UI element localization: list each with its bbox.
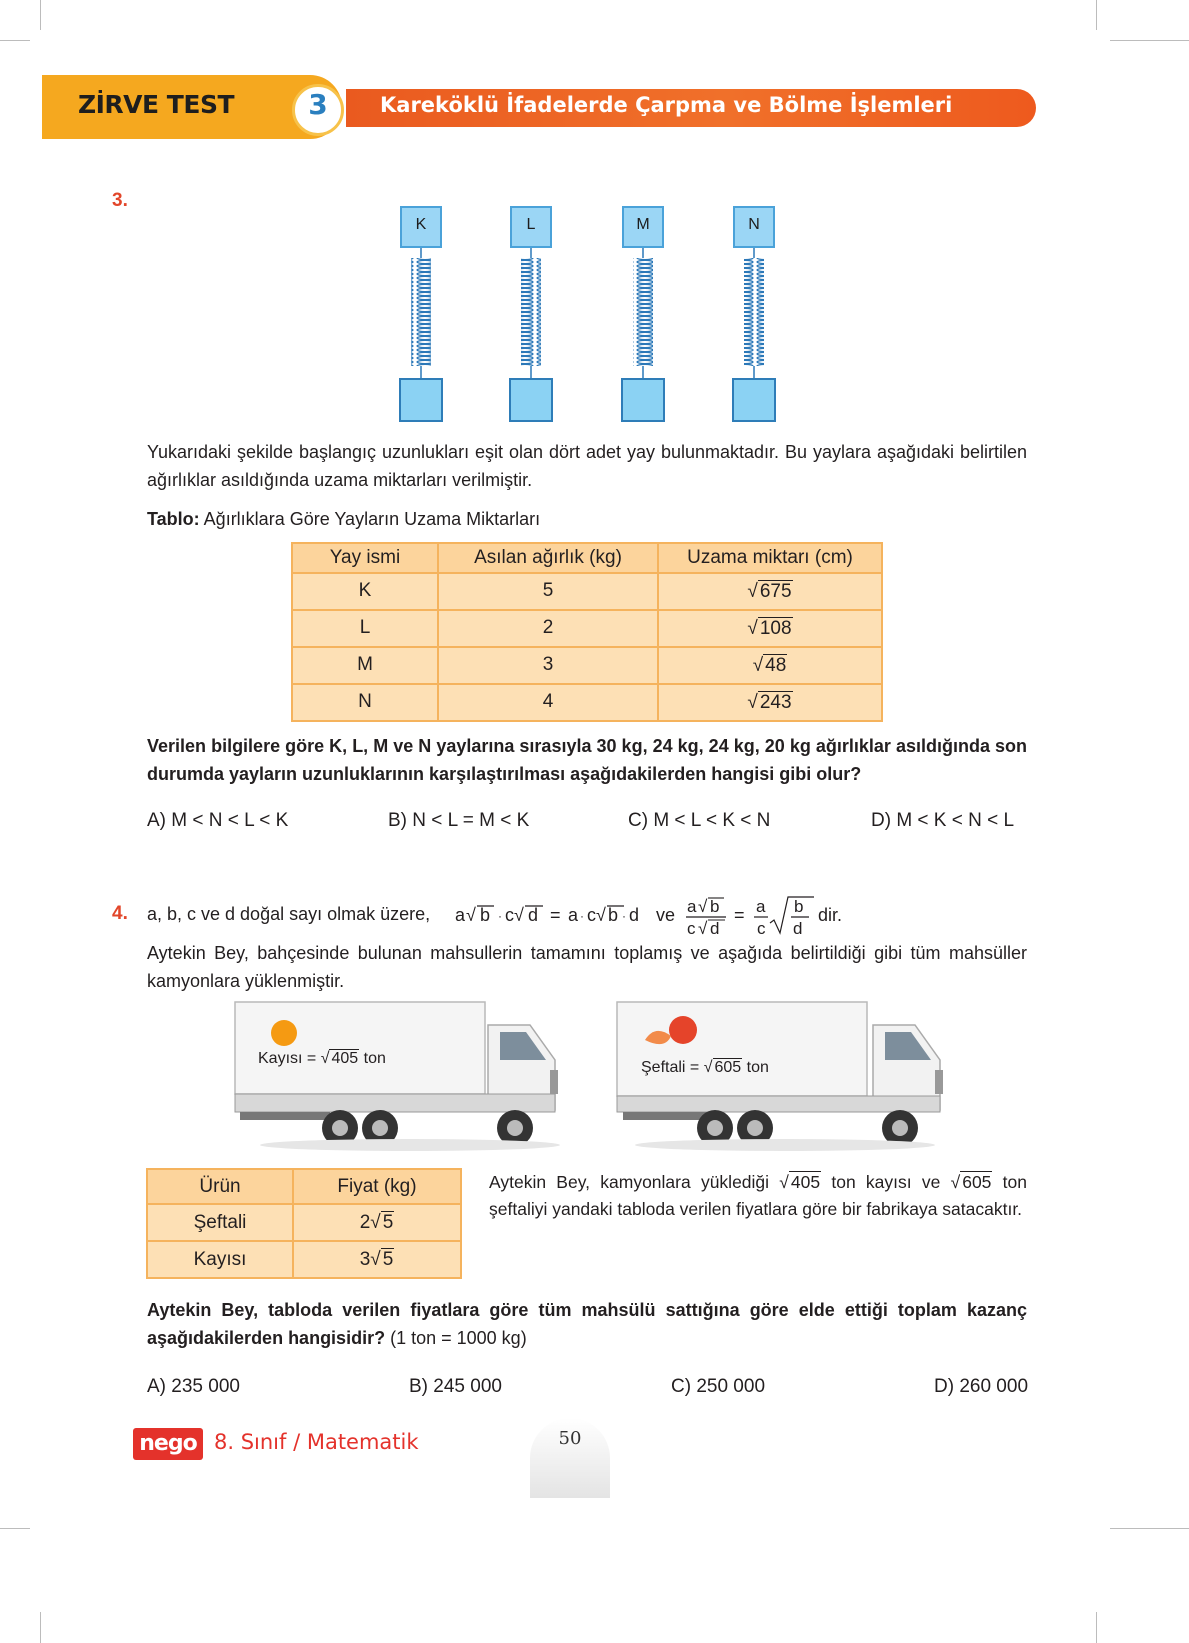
formula-suffix: dir. xyxy=(818,905,843,925)
price-coefficient: 3 xyxy=(359,1248,371,1270)
header-subtitle: Kareköklü İfadelerde Çarpma ve Bölme İşlemleri xyxy=(380,93,953,117)
q4-option-c[interactable]: C) 250 000 xyxy=(671,1376,766,1397)
header-badge: ZİRVE TEST xyxy=(78,90,234,119)
spring-weight-k xyxy=(399,378,443,422)
spring-label-n: N xyxy=(733,206,775,248)
radicand: 675 xyxy=(759,580,792,602)
svg-text:√: √ xyxy=(698,897,708,916)
radicand: 48 xyxy=(765,654,787,676)
spring-label-k: K xyxy=(400,206,442,248)
table-cell-extension xyxy=(658,610,882,647)
sqrt-expression: √ 605 xyxy=(950,1172,992,1192)
q3-option-c[interactable]: C) M < L < K < N xyxy=(628,810,771,831)
table-cell-product: Şeftali xyxy=(147,1204,293,1241)
formula xyxy=(450,893,850,937)
page-number: 50 xyxy=(558,1428,582,1449)
radicand: 243 xyxy=(759,691,792,713)
svg-text:·: · xyxy=(622,909,626,923)
truck2-label xyxy=(641,1059,769,1077)
apricot-icon xyxy=(271,1020,297,1046)
svg-text:√: √ xyxy=(466,905,476,925)
sqrt-expression: √ 243 xyxy=(747,691,792,713)
svg-text:a: a xyxy=(568,905,579,925)
table-header-row xyxy=(147,1169,461,1204)
sqrt-expression: √ 5 xyxy=(370,1248,394,1270)
table-cell-name: K xyxy=(292,573,438,610)
side-text: şeftaliyi yandaki tabloda verilen fiyatlara göre bir fabrikaya satacaktır. xyxy=(489,1199,1023,1219)
q4-side-text xyxy=(489,1169,1027,1223)
svg-text:=: = xyxy=(550,905,561,925)
svg-text:b: b xyxy=(794,897,804,916)
svg-text:d: d xyxy=(793,919,803,937)
svg-text:a: a xyxy=(756,897,766,916)
table-header: Yay ismi xyxy=(292,543,438,573)
table-cell-product: Kayısı xyxy=(147,1241,293,1278)
sqrt-expression: √ 108 xyxy=(747,617,792,639)
truck2-unit: ton xyxy=(746,1059,769,1076)
price-coefficient: 2 xyxy=(359,1211,371,1233)
q3-question: Verilen bilgilere göre K, L, M ve N yaylarına sırasıyla 30 kg, 24 kg, 24 kg, 20 kg ağırlıklar asıldığında son durumda yayların uzunluklarının karşılaştırılması aşağıdakilerden hangisi gibi olur? xyxy=(147,736,1027,784)
radicand: 605 xyxy=(714,1059,742,1076)
publisher-logo-text: nego xyxy=(139,1431,197,1456)
table-header: Uzama miktarı (cm) xyxy=(658,543,882,573)
table-row xyxy=(147,1204,461,1241)
table-row xyxy=(292,610,882,647)
q4-question-note: (1 ton = 1000 kg) xyxy=(390,1328,527,1348)
table-caption-text: Ağırlıklara Göre Yayların Uzama Miktarları xyxy=(203,509,541,529)
truck1-unit: ton xyxy=(363,1050,386,1067)
spring-table xyxy=(291,542,883,722)
question-number-4: 4. xyxy=(112,903,128,924)
crop-mark xyxy=(0,40,30,41)
crop-mark xyxy=(40,1612,41,1643)
svg-text:b: b xyxy=(480,905,491,925)
svg-text:c: c xyxy=(505,905,514,925)
svg-text:·: · xyxy=(580,909,584,923)
radicand: 605 xyxy=(962,1172,992,1192)
truck1-label xyxy=(258,1050,386,1068)
test-number: 3 xyxy=(308,88,328,121)
table-header-row xyxy=(292,543,882,573)
crop-mark xyxy=(40,0,41,30)
table-cell-weight: 3 xyxy=(438,647,658,684)
side-text: Aytekin Bey, kamyonlara yüklediği xyxy=(489,1172,770,1192)
table-row xyxy=(292,647,882,684)
table-row xyxy=(292,573,882,610)
crop-mark xyxy=(1096,0,1097,30)
side-text: ton kayısı ve xyxy=(831,1172,941,1192)
q3-option-b[interactable]: B) N < L = M < K xyxy=(388,810,530,831)
radicand: 5 xyxy=(382,1248,394,1270)
crop-mark xyxy=(1110,40,1189,41)
spring-n xyxy=(744,248,764,380)
course-label: 8. Sınıf / Matematik xyxy=(214,1430,419,1454)
truck-apricot xyxy=(230,1000,570,1155)
q4-question xyxy=(147,1296,1027,1352)
sqrt-expression: √ 405 xyxy=(320,1050,359,1067)
table-cell-weight: 2 xyxy=(438,610,658,647)
table-cell-name: M xyxy=(292,647,438,684)
sqrt-expression: √ 675 xyxy=(747,580,792,602)
table-cell-extension xyxy=(658,573,882,610)
q3-option-d[interactable]: D) M < K < N < L xyxy=(871,810,1015,831)
truck1-product: Kayısı = xyxy=(258,1050,317,1067)
svg-text:=: = xyxy=(734,905,745,925)
q4-option-b[interactable]: B) 245 000 xyxy=(409,1376,502,1397)
table-row xyxy=(292,684,882,721)
table-row xyxy=(147,1241,461,1278)
svg-text:·: · xyxy=(498,909,502,923)
table-header: Ürün xyxy=(147,1169,293,1204)
q4-option-d[interactable]: D) 260 000 xyxy=(934,1376,1029,1397)
crop-mark xyxy=(1110,1528,1189,1529)
svg-text:d: d xyxy=(528,905,539,925)
table-caption xyxy=(147,505,540,533)
sqrt-expression: √ 5 xyxy=(370,1211,394,1233)
svg-text:b: b xyxy=(608,905,619,925)
spring-label-l: L xyxy=(510,206,552,248)
spring-weight-l xyxy=(509,378,553,422)
table-cell-extension xyxy=(658,647,882,684)
table-header: Asılan ağırlık (kg) xyxy=(438,543,658,573)
q3-intro: Yukarıdaki şekilde başlangıç uzunlukları eşit olan dört adet yay bulunmaktadır. Bu yaylara aşağıdaki belirtilen ağırlıklar asıldığında uzama miktarları verilmiştir. xyxy=(147,442,1027,490)
spring-k xyxy=(411,248,431,380)
question-number-3: 3. xyxy=(112,190,128,211)
svg-text:√: √ xyxy=(514,905,524,925)
table-cell-weight: 4 xyxy=(438,684,658,721)
svg-text:a: a xyxy=(455,905,466,925)
table-cell-name: N xyxy=(292,684,438,721)
spring-weight-m xyxy=(621,378,665,422)
q3-option-a[interactable]: A) M < N < L < K xyxy=(147,810,289,831)
svg-text:√: √ xyxy=(698,919,708,937)
spring-coils xyxy=(395,248,795,380)
q4-intro xyxy=(147,900,430,928)
truck-peach xyxy=(615,1000,955,1155)
spring-l xyxy=(521,248,541,380)
table-header: Fiyat (kg) xyxy=(293,1169,461,1204)
radicand: 108 xyxy=(759,617,792,639)
svg-text:d: d xyxy=(710,919,720,937)
table-cell-price xyxy=(293,1241,461,1278)
svg-text:a: a xyxy=(687,897,697,916)
svg-text:c: c xyxy=(687,919,696,937)
radicand: 405 xyxy=(790,1172,821,1192)
price-table xyxy=(146,1168,462,1279)
q4-intro2: Aytekin Bey, bahçesinde bulunan mahsullerin tamamını toplamış ve aşağıda belirtildiği gibi tüm mahsüller kamyonlara yüklenmiştir. xyxy=(147,943,1027,991)
radicand: 405 xyxy=(331,1050,359,1067)
svg-text:d: d xyxy=(629,905,640,925)
table-cell-name: L xyxy=(292,610,438,647)
sqrt-expression: √ 605 xyxy=(703,1059,742,1076)
radicand: 5 xyxy=(382,1211,394,1233)
crop-mark xyxy=(1096,1612,1097,1643)
svg-text:b: b xyxy=(710,897,720,916)
q4-intro-text: a, b, c ve d doğal sayı olmak üzere, xyxy=(147,904,431,924)
svg-text:c: c xyxy=(587,905,596,925)
svg-text:c: c xyxy=(757,919,766,937)
q4-option-a[interactable]: A) 235 000 xyxy=(147,1376,240,1397)
spring-m xyxy=(633,248,653,380)
spring-label-m: M xyxy=(622,206,664,248)
formula-and: ve xyxy=(656,905,676,925)
svg-text:√: √ xyxy=(596,905,606,925)
table-cell-weight: 5 xyxy=(438,573,658,610)
sqrt-expression: √ 405 xyxy=(779,1172,821,1192)
table-cell-price xyxy=(293,1204,461,1241)
crop-mark xyxy=(0,1528,30,1529)
q4-question-text: Aytekin Bey, tabloda verilen fiyatlara göre tüm mahsülü sattığına göre elde ettiği toplam kazanç aşağıdakilerden hangisidir? xyxy=(147,1300,1027,1348)
sqrt-expression: √ 48 xyxy=(752,654,787,676)
truck2-product: Şeftali = xyxy=(641,1059,700,1076)
spring-weight-n xyxy=(732,378,776,422)
side-text: ton xyxy=(1002,1172,1027,1192)
table-cell-extension xyxy=(658,684,882,721)
table-caption-label: Tablo: xyxy=(147,509,200,529)
